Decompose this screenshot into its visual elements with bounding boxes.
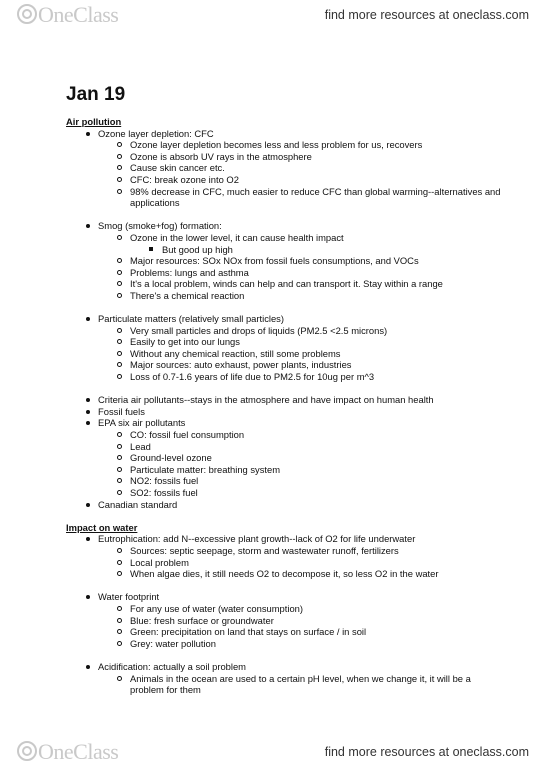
list-item <box>66 591 506 649</box>
list-item-text: Very small particles and drops of liquids (PM2.5 <2.5 microns) <box>130 324 388 336</box>
list-item <box>66 313 506 383</box>
list-item-text: But good up high <box>162 243 233 255</box>
list-item-text: Ozone is absorb UV rays in the atmosphere <box>130 150 312 162</box>
bullet-list-level-3 <box>130 244 506 256</box>
list-item <box>66 661 506 696</box>
list-item-text: Grey: water pollution <box>130 637 216 649</box>
list-item <box>98 441 506 453</box>
page-title: Jan 19 <box>66 84 126 105</box>
list-item-text: Problems: lungs and asthma <box>130 266 249 278</box>
logo-text: OneClass <box>38 739 119 764</box>
list-item-text: NO2: fossils fuel <box>130 475 199 487</box>
list-item <box>66 406 506 418</box>
list-item-text: Major resources: SOx NOx from fossil fuels consumptions, and VOCs <box>130 255 419 267</box>
oneclass-logo-icon <box>17 741 37 761</box>
list-item <box>98 359 506 371</box>
list-item <box>98 464 506 476</box>
section-heading: Air pollution <box>66 116 122 127</box>
spacer <box>66 209 506 221</box>
sections-container <box>66 116 506 696</box>
list-item <box>98 626 506 638</box>
list-item <box>98 557 506 569</box>
list-item <box>66 533 506 579</box>
list-item-text: Acidification: actually a soil problem <box>98 660 246 672</box>
list-item <box>98 638 506 650</box>
bullet-list-level-1 <box>66 533 506 695</box>
list-item-text: Ozone layer depletion becomes less and less problem for us, recovers <box>130 139 423 151</box>
list-item-text: Local problem <box>130 556 189 568</box>
footer-tagline[interactable]: find more resources at oneclass.com <box>324 745 529 759</box>
spacer <box>66 580 506 592</box>
list-item-text: 98% decrease in CFC, much easier to reduce CFC than global warming--alternatives and applications <box>130 185 501 209</box>
logo-text: OneClass <box>38 2 119 27</box>
list-item-text: Major sources: auto exhaust, power plants, industries <box>130 359 352 371</box>
list-item <box>130 244 506 256</box>
list-item-text: SO2: fossils fuel <box>130 487 198 498</box>
oneclass-logo-icon <box>17 4 37 24</box>
spacer <box>66 383 506 395</box>
list-item-text: When algae dies, it still needs O2 to decompose it, so less O2 in the water <box>130 568 439 580</box>
page-header <box>0 3 544 27</box>
list-item <box>98 186 506 209</box>
list-item <box>98 673 506 696</box>
list-item <box>98 568 506 580</box>
list-item-text: Canadian standard <box>98 498 178 510</box>
bullet-list-level-2 <box>98 325 506 383</box>
list-item <box>98 603 506 615</box>
list-item-text: Ozone in the lower level, it can cause health impact <box>130 231 344 243</box>
list-item <box>98 475 506 487</box>
list-item-text: Green: precipitation on land that stays on surface / in soil <box>130 626 367 638</box>
list-item-text: CFC: break ozone into O2 <box>130 173 239 185</box>
list-item-text: Loss of 0.7-1.6 years of life due to PM2.5 for 10ug per m^3 <box>130 371 375 383</box>
list-item-text: Eutrophication: add N--excessive plant growth--lack of O2 for life underwater <box>98 533 416 545</box>
list-item <box>98 162 506 174</box>
list-item <box>66 128 506 209</box>
list-item-text: EPA six air pollutants <box>98 417 186 429</box>
section <box>66 116 506 510</box>
list-item <box>98 290 506 302</box>
oneclass-logo[interactable] <box>17 3 118 27</box>
spacer <box>66 649 506 661</box>
list-item-text: Sources: septic seepage, storm and wastewater runoff, fertilizers <box>130 544 399 556</box>
list-item-text: It's a local problem, winds can help and can transport it. Stay within a range <box>130 278 443 290</box>
list-item <box>66 394 506 406</box>
list-item <box>98 348 506 360</box>
list-item <box>98 255 506 267</box>
list-item <box>98 545 506 557</box>
list-item-text: Criteria air pollutants--stays in the atmosphere and have impact on human health <box>98 394 434 406</box>
section <box>66 510 506 696</box>
page-footer <box>0 740 544 764</box>
list-item <box>98 487 506 499</box>
bullet-list-level-2 <box>98 673 506 696</box>
list-item-text: Particulate matters (relatively small particles) <box>98 313 284 325</box>
header-tagline[interactable]: find more resources at oneclass.com <box>324 8 529 22</box>
list-item <box>98 267 506 279</box>
list-item <box>98 174 506 186</box>
list-item-text: Water footprint <box>98 591 160 603</box>
list-item-text: Ground-level ozone <box>130 452 212 464</box>
list-item <box>98 615 506 627</box>
document-body <box>66 84 506 696</box>
list-item-text: Without any chemical reaction, still some problems <box>130 347 341 359</box>
list-item-text: Cause skin cancer etc. <box>130 162 225 174</box>
list-item-text: Fossil fuels <box>98 405 145 417</box>
list-item <box>98 151 506 163</box>
list-item-text: Easily to get into our lungs <box>130 336 240 348</box>
list-item-text: There's a chemical reaction <box>130 289 245 301</box>
list-item <box>66 417 506 498</box>
spacer <box>66 302 506 314</box>
list-item <box>98 429 506 441</box>
section-spacer <box>66 510 506 522</box>
list-item-text: Blue: fresh surface or groundwater <box>130 614 274 626</box>
list-item-text: Ozone layer depletion: CFC <box>98 127 214 139</box>
list-item-text: Particulate matter: breathing system <box>130 463 281 475</box>
oneclass-logo-footer[interactable] <box>17 740 118 764</box>
list-item-text: Animals in the ocean are used to a certain pH level, when we change it, it will be a problem for them <box>130 672 471 696</box>
list-item <box>98 336 506 348</box>
list-item <box>66 220 506 301</box>
bullet-list-level-1 <box>66 128 506 511</box>
bullet-list-level-2 <box>98 232 506 302</box>
list-item-text: Smog (smoke+fog) formation: <box>98 220 222 232</box>
list-item <box>98 278 506 290</box>
list-item <box>66 499 506 511</box>
list-item <box>98 139 506 151</box>
list-item-text: Lead <box>130 440 151 452</box>
list-item-text: For any use of water (water consumption) <box>130 602 303 614</box>
list-item <box>98 325 506 337</box>
list-item-text: CO: fossil fuel consumption <box>130 429 245 441</box>
section-heading: Impact on water <box>66 521 138 533</box>
bullet-list-level-2 <box>98 545 506 580</box>
bullet-list-level-2 <box>98 139 506 209</box>
bullet-list-level-2 <box>98 429 506 499</box>
bullet-list-level-2 <box>98 603 506 649</box>
list-item <box>98 232 506 255</box>
list-item <box>98 452 506 464</box>
list-item <box>98 371 506 383</box>
